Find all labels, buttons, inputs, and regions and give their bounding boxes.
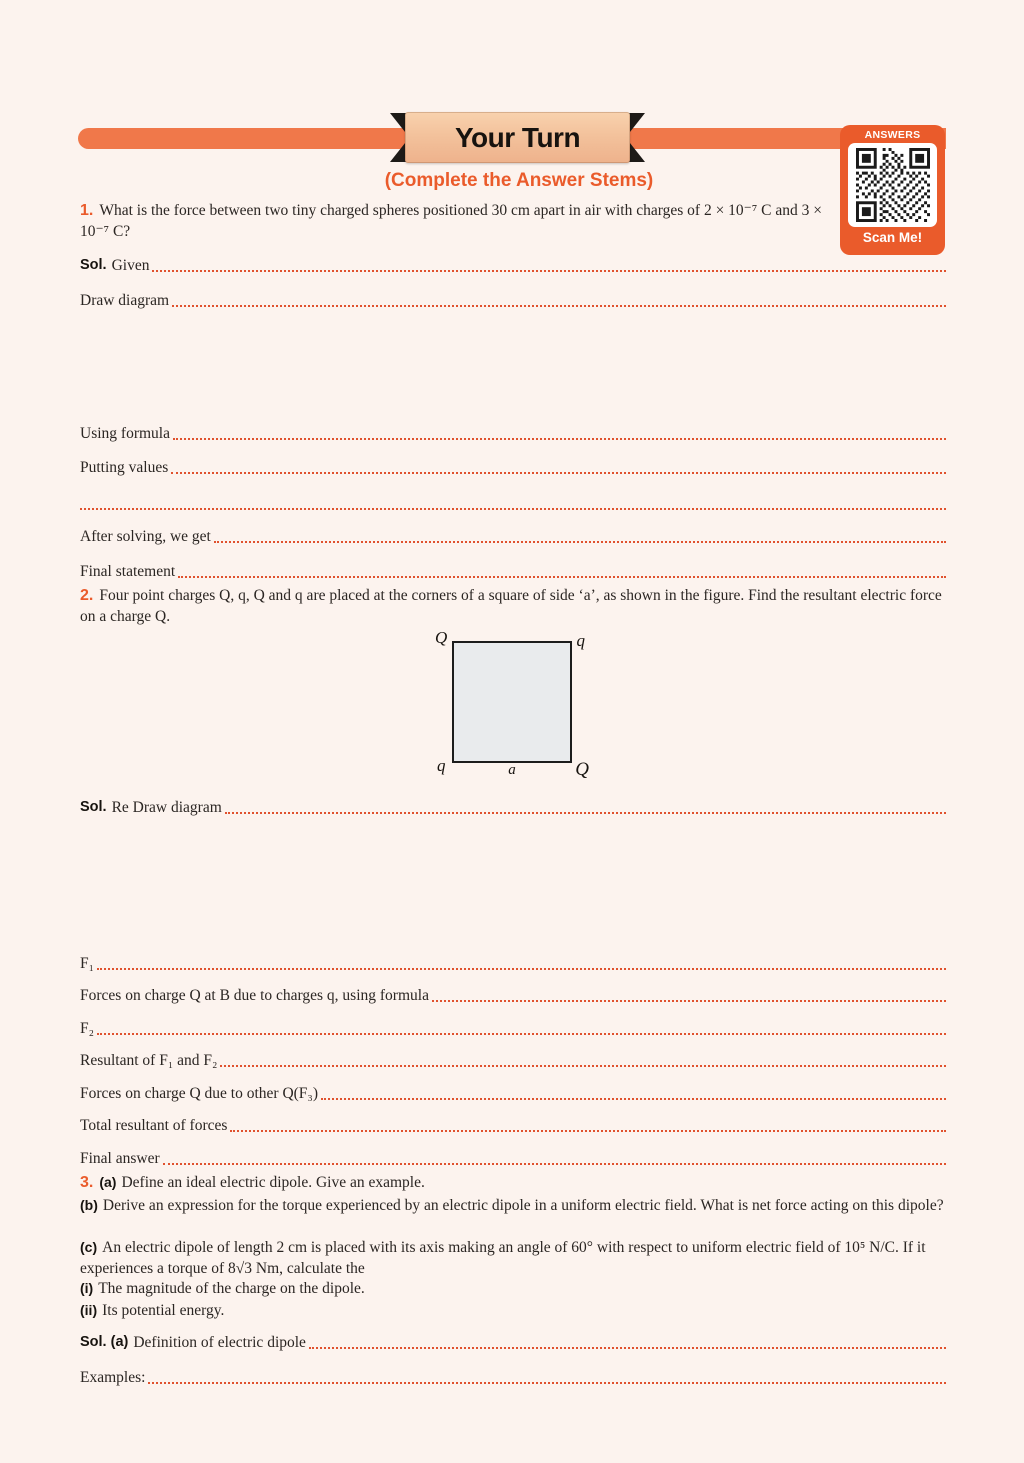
stem-label-using-formula: Using formula: [80, 425, 170, 442]
stem-row-f2: [80, 1017, 946, 1039]
question-2-text: Four point charges Q, q, Q and q are placed at the corners of a square of side ‘a’, as shown in the figure. Find the resultant electric force on a charge Q.: [80, 587, 942, 625]
qr-code-icon: [856, 148, 930, 222]
answer-line: [97, 1033, 946, 1035]
ribbon-face: [405, 112, 630, 163]
stem-row-putting-values: [80, 456, 946, 478]
answer-line: [178, 576, 946, 578]
stem-label-total-resultant: Total resultant of forces: [80, 1117, 228, 1134]
header-ribbon: [405, 112, 630, 163]
part-i-text: The magnitude of the charge on the dipole.: [98, 1280, 365, 1297]
part-ii-text: Its potential energy.: [102, 1302, 225, 1319]
stem-label-forces-other-q: Forces on charge Q due to other Q(F₃): [80, 1085, 318, 1102]
side-length-label: a: [508, 762, 516, 778]
sol-prefix: Sol.: [80, 257, 107, 273]
stem-row-total-resultant: [80, 1114, 946, 1136]
stem-label-redraw-diagram: Re Draw diagram: [111, 799, 222, 816]
stem-label-putting-values: Putting values: [80, 459, 169, 476]
answer-line: [214, 541, 946, 543]
answer-line: [309, 1347, 946, 1349]
answer-line: [171, 472, 946, 474]
stem-label-forces-at-b: Forces on charge Q at B due to charges q, using formula: [80, 987, 429, 1004]
square-shape: [452, 641, 572, 763]
corner-label-bottom-left: q: [437, 756, 446, 775]
stem-row-given: [80, 254, 946, 276]
stem-row-redraw-diagram: [80, 796, 946, 818]
stem-label-f2: F₂: [80, 1020, 95, 1037]
part-i-label: (i): [80, 1280, 94, 1296]
answers-qr-block: [840, 125, 945, 255]
answer-line: [220, 1065, 946, 1067]
question-3-part-b: [80, 1195, 946, 1216]
answer-line: [173, 438, 946, 440]
stem-label-draw-diagram: Draw diagram: [80, 292, 170, 309]
part-a-text: Define an ideal electric dipole. Give an example.: [121, 1174, 425, 1191]
stem-label-after-solving: After solving, we get: [80, 528, 211, 545]
answer-line: [152, 270, 946, 272]
answer-line: [225, 812, 946, 814]
corner-label-top-left: Q: [435, 628, 448, 647]
part-c-text: An electric dipole of length 2 cm is placed with its axis making an angle of 60° with respect to uniform electric field of 10⁵ N/C. If it experiences a torque of 8√3 Nm, calculate the: [80, 1239, 926, 1277]
answer-line: [148, 1382, 946, 1384]
question-2-number: 2.: [80, 587, 94, 604]
page-subtitle: (Complete the Answer Stems): [384, 170, 654, 191]
answer-line: [163, 1163, 946, 1165]
question-3-part-i: [80, 1278, 946, 1299]
page-title: Your Turn: [454, 121, 581, 153]
stem-row-resultant-f1-f2: [80, 1049, 946, 1071]
stem-row-forces-other-q: [80, 1082, 946, 1104]
corner-label-top-right: q: [576, 631, 585, 650]
part-a-label: (a): [99, 1174, 117, 1190]
stem-label-definition: Definition of electric dipole: [133, 1334, 306, 1351]
qr-code: [848, 143, 937, 227]
stem-row-final-answer: [80, 1147, 946, 1169]
answer-line: [80, 508, 946, 510]
stem-label-resultant-f1-f2: Resultant of F₁ and F₂: [80, 1052, 218, 1069]
question-1-text: What is the force between two tiny charged spheres positioned 30 cm apart in air with charges of 2 × 10⁻⁷ C and 3 × 10⁻⁷ C?: [80, 202, 822, 240]
answer-line: [432, 1000, 946, 1002]
question-3-part-c: [80, 1237, 946, 1279]
corner-label-bottom-right: Q: [575, 759, 589, 780]
stem-label-given: Given: [111, 257, 150, 274]
stem-label-final-statement: Final statement: [80, 563, 176, 580]
stem-row-draw-diagram: [80, 289, 946, 311]
sol-prefix: Sol.: [80, 799, 107, 815]
stem-row-final-statement: [80, 560, 946, 582]
question-1: [80, 200, 838, 242]
stem-row-f1: [80, 952, 946, 974]
part-ii-label: (ii): [80, 1302, 98, 1318]
part-b-label: (b): [80, 1197, 98, 1213]
answer-line: [230, 1130, 946, 1132]
answer-line: [97, 968, 946, 970]
stem-label-final-answer: Final answer: [80, 1150, 160, 1167]
part-b-text: Derive an expression for the torque experienced by an electric dipole in a uniform electric field. What is net force acting on this dipole?: [102, 1197, 944, 1214]
stem-row-after-solving: [80, 525, 946, 547]
question-2: [80, 585, 946, 627]
stem-row-forces-at-b: [80, 984, 946, 1006]
stem-row-examples: [80, 1366, 946, 1388]
question-3-number: 3.: [80, 1174, 94, 1191]
answer-line: [172, 305, 946, 307]
stem-label-examples: Examples:: [80, 1369, 146, 1386]
stem-row-definition: [80, 1331, 946, 1353]
part-c-label: (c): [80, 1239, 98, 1255]
question-3-part-a: [80, 1172, 946, 1193]
stem-label-f1: F₁: [80, 955, 95, 972]
stem-row-continuation: [80, 492, 946, 514]
question-1-number: 1.: [80, 202, 94, 219]
answer-line: [321, 1098, 946, 1100]
question-3-part-ii: [80, 1300, 946, 1321]
stem-row-using-formula: [80, 422, 946, 444]
square-figure: [435, 628, 589, 780]
qr-scan-me-label: Scan Me!: [862, 230, 923, 245]
qr-answers-label: ANSWERS: [864, 129, 921, 141]
sol-a-prefix: Sol. (a): [80, 1334, 129, 1350]
